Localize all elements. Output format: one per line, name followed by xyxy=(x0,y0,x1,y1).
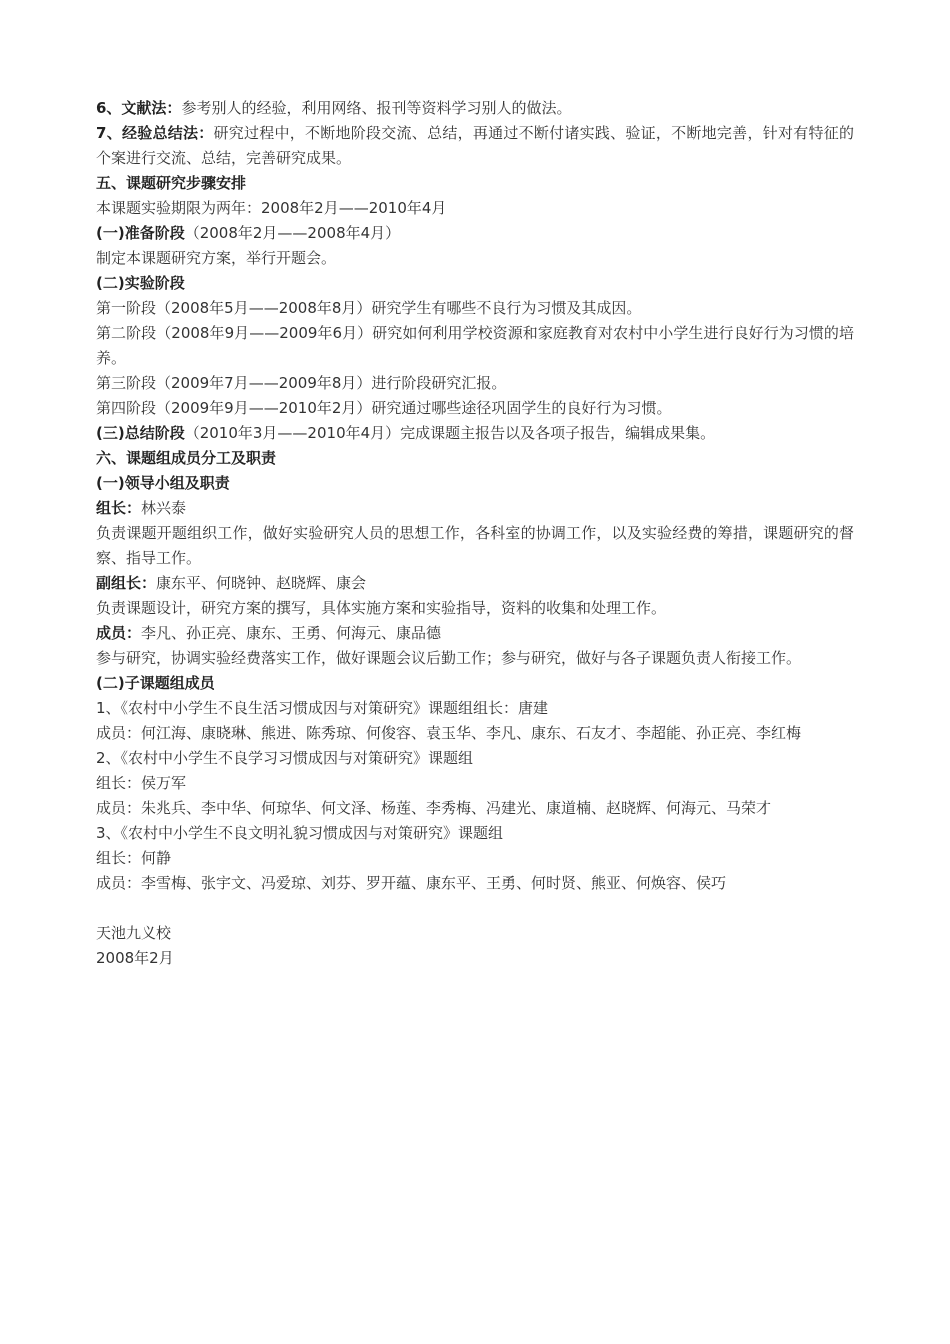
method-7-label: 7、经验总结法： xyxy=(96,124,214,142)
sub-group-1-title: 1、《农村中小学生不良生活习惯成因与对策研究》课题组组长：唐建 xyxy=(96,699,549,717)
member-names: 李凡、孙正亮、康东、王勇、何海元、康品德 xyxy=(141,624,442,642)
summary-stage xyxy=(96,421,854,446)
sub-group-2-title: 2、《农村中小学生不良学习习惯成因与对策研究》课题组 xyxy=(96,749,474,767)
sub-group-2-leader: 组长：侯万军 xyxy=(96,774,187,792)
summary-stage-label: (三)总结阶段 xyxy=(96,424,185,442)
stage-1: 第一阶段（2008年5月——2008年8月）研究学生有哪些不良行为习惯及其成因。 xyxy=(96,299,642,317)
summary-stage-text: （2010年3月——2010年4月）完成课题主报告以及各项子报告，编辑成果集。 xyxy=(184,424,716,442)
signature-date: 2008年2月 xyxy=(96,949,174,967)
leader-label: 组长： xyxy=(96,499,142,517)
sub-group-label: (二)子课题组成员 xyxy=(96,674,215,692)
vice-leader-duty: 负责课题设计，研究方案的撰写，具体实施方案和实验指导，资料的收集和处理工作。 xyxy=(96,599,667,617)
signature-school: 天池九义校 xyxy=(96,924,172,942)
vice-leader-names: 康东平、何晓钟、赵晓辉、康会 xyxy=(156,574,367,592)
section-6-heading: 六、课题组成员分工及职责 xyxy=(96,449,277,467)
vice-leader-line xyxy=(96,571,854,596)
sub-group-2-members: 成员：朱兆兵、李中华、何琼华、何文泽、杨莲、李秀梅、冯建光、康道楠、赵晓辉、何海元、马荣才 xyxy=(96,799,772,817)
method-7-text: 研究过程中，不断地阶段交流、总结，再通过不断付诸实践、验证，不断地完善，针对有特征的个案进行交流、总结，完善研究成果。 xyxy=(96,124,854,167)
document-page xyxy=(96,96,854,971)
method-6-label: 6、文献法： xyxy=(96,99,182,117)
sub-group-3-members: 成员：李雪梅、张宇文、冯爱琼、刘芬、罗开蕴、康东平、王勇、何时贤、熊亚、何焕容、侯巧 xyxy=(96,874,727,892)
prep-stage-text: 制定本课题研究方案，举行开题会。 xyxy=(96,249,337,267)
method-6-text: 参考别人的经验，利用网络、报刊等资料学习别人的做法。 xyxy=(181,99,572,117)
method-7 xyxy=(96,121,854,171)
section-5-heading: 五、课题研究步骤安排 xyxy=(96,174,247,192)
stage-2: 第二阶段（2008年9月——2009年6月）研究如何利用学校资源和家庭教育对农村中小学生进行良好行为习惯的培养。 xyxy=(96,324,854,367)
sub-group-3-leader: 组长：何静 xyxy=(96,849,172,867)
member-duty: 参与研究，协调实验经费落实工作，做好课题会议后勤工作；参与研究，做好与各子课题负责人衔接工作。 xyxy=(96,649,802,667)
method-6 xyxy=(96,96,854,121)
experiment-period: 本课题实验期限为两年：2008年2月——2010年4月 xyxy=(96,199,447,217)
prep-stage-dates: （2008年2月——2008年4月） xyxy=(184,224,401,242)
leader-name: 林兴泰 xyxy=(141,499,187,517)
member-label: 成员： xyxy=(96,624,142,642)
member-line xyxy=(96,621,854,646)
spacer xyxy=(96,896,854,921)
leader-line xyxy=(96,496,854,521)
vice-leader-label: 副组长： xyxy=(96,574,157,592)
sub-group-3-title: 3、《农村中小学生不良文明礼貌习惯成因与对策研究》课题组 xyxy=(96,824,504,842)
stage-4: 第四阶段（2009年9月——2010年2月）研究通过哪些途径巩固学生的良好行为习惯。 xyxy=(96,399,672,417)
stage-3: 第三阶段（2009年7月——2009年8月）进行阶段研究汇报。 xyxy=(96,374,507,392)
experiment-stage-label: (二)实验阶段 xyxy=(96,274,185,292)
prep-stage xyxy=(96,221,854,246)
sub-group-1-members: 成员：何江海、康晓琳、熊进、陈秀琼、何俊容、袁玉华、李凡、康东、石友才、李超能、孙正亮、李红梅 xyxy=(96,724,802,742)
leadership-group-label: (一)领导小组及职责 xyxy=(96,474,230,492)
prep-stage-label: (一)准备阶段 xyxy=(96,224,185,242)
leader-duty: 负责课题开题组织工作，做好实验研究人员的思想工作，各科室的协调工作，以及实验经费的筹措，课题研究的督察、指导工作。 xyxy=(96,524,854,567)
